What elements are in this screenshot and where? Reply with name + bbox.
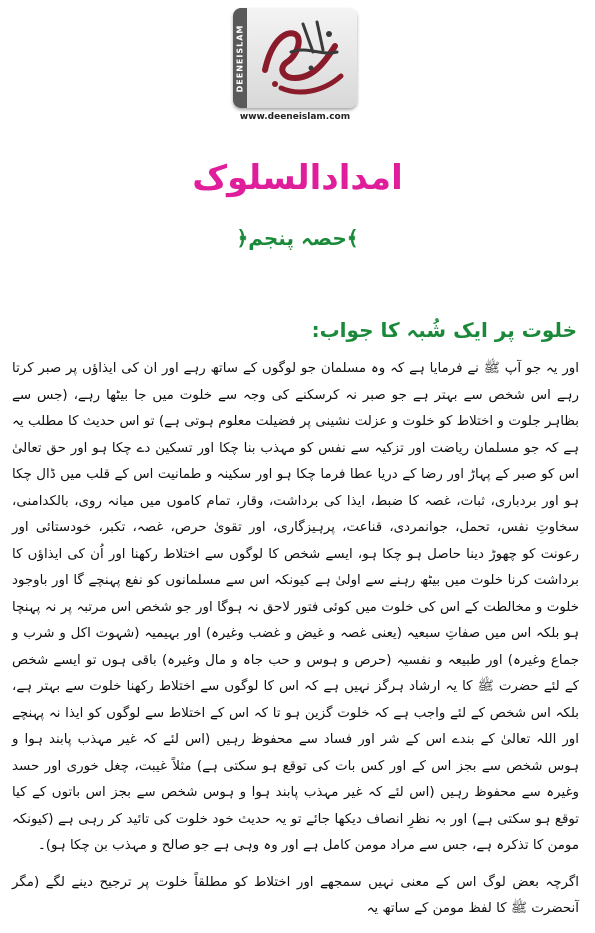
logo-badge [233, 8, 357, 108]
paragraph: اور یہ جو آپ ﷺ نے فرمایا ہے کہ وہ مسلمان جو لوگوں کے ساتھ رہے اور ان کی ایذاؤں پر صبر کرتا رہے اس شخص سے بہتر ہے جو صبر نہ کرسکنے کی وجہ سے خلوت میں جا بیٹھا رہے، (جس سے بظاہر جلوت و اختلاط کو خلوت و عزلت نشینی پر فضیلت معلوم ہوتی ہے) تو اس حدیث کا مطلب یہ ہے کہ جو مسلمان ریاضت اور تزکیہ سے نفس کو مہذب بنا چکا اور تسکین دے چکا ہو اور حق تعالیٰ اس کو صبر کے پہاڑ اور رضا کے دریا عطا فرما چکا ہو اور سکینہ و طمانیت اس کے قلب میں ڈال چکا ہو اور بردباری، ثبات، غصہ کا ضبط، ایذا کی برداشت، وقار، تمام کاموں میں میانہ روی، بالکدامنی، سخاوتِ نفس، تحمل، جوانمردی، قناعت، پرہیزگاری، اور تقویٰ حرص، غصہ، تکبر، خودستائی اور رعونت کو چھوڑ دینا حاصل ہو چکا ہو، ایسے شخص کا لوگوں سے اختلاط رکھنا اور اُن کی ایذاؤں کا برداشت کرنا خلوت میں بیٹھ رہنے سے اولیٰ ہے کیونکہ اس سے مسلمانوں کو نفع پہنچے گا اور باوجود خلوت و مخالطت کے اس کی خلوت میں کوئی فتور لاحق نہ ہوگا اور جو شخص اس مرتبہ پر نہ پہنچا ہو بلکہ اس میں صفاتِ سبعیہ (یعنی غصہ و غیض و غضب وغیرہ) اور بہیمیہ (شہوت اکل و شرب و جماع وغیرہ) اور طبیعہ و نفسیہ (حرص و ہوس و حب جاہ و مال وغیرہ) باقی ہوں تو ایسے شخص کے لئے حضرت ﷺ کا یہ ارشاد ہرگز نہیں ہے کہ اس کا لوگوں سے اختلاط رکھنا خلوت سے بہتر ہے، بلکہ اس شخص کے لئے واجب ہے کہ خلوت گزین ہو تا کہ اس کے اختلاط سے لوگوں کو ایذا نہ پہنچے اور اللہ تعالیٰ کے بندے اس کے شر اور فساد سے محفوظ رہیں (اس لئے کہ غیر مہذب پابند ہوا و ہوس شخص سے بجز اس کے اور کس بات کی توقع ہو سکتی ہے) مثلاً غیبت، چغل خوری اور حسد وغیرہ سے محفوظ رہیں (اس لئے کہ غیر مہذب پابند ہوا و ہوس شخص سے بجز اس باتوں کے کیا توقع ہو سکتی ہے) اور بہ نظرِ انصاف دیکھا جائے تو یہ حدیث خود خلوت کی تائید کر رہی ہے (کیونکہ مومن کا تذکرہ ہے، جس سے مراد مومن کامل ہے اور وہ وہی ہے جو صالح و مہذب بن چکا ہو)۔ [12, 361, 579, 853]
logo-side-strip [233, 8, 247, 108]
page-subtitle: ﴿حصہ پنجم﴾ [236, 226, 359, 250]
body-text [12, 356, 579, 933]
logo-url[interactable]: www.deeneislam.com [239, 112, 351, 122]
site-logo[interactable] [233, 8, 357, 122]
section-heading: خلوت پر ایک شُبہ کا جواب: [311, 318, 577, 342]
paragraph: اگرچہ بعض لوگ اس کے معنی نہیں سمجھے اور اختلاط کو مطلقاً خلوت پر ترجیح دینے لگے (مگر آنحضرت ﷺ کا لفظ مومن کے ساتھ یہ [12, 874, 579, 916]
logo-calligraphy-icon [251, 12, 355, 104]
page-title: امدادالسلوک [192, 158, 403, 198]
logo-strip-text: DEENEISLAM [235, 24, 245, 92]
